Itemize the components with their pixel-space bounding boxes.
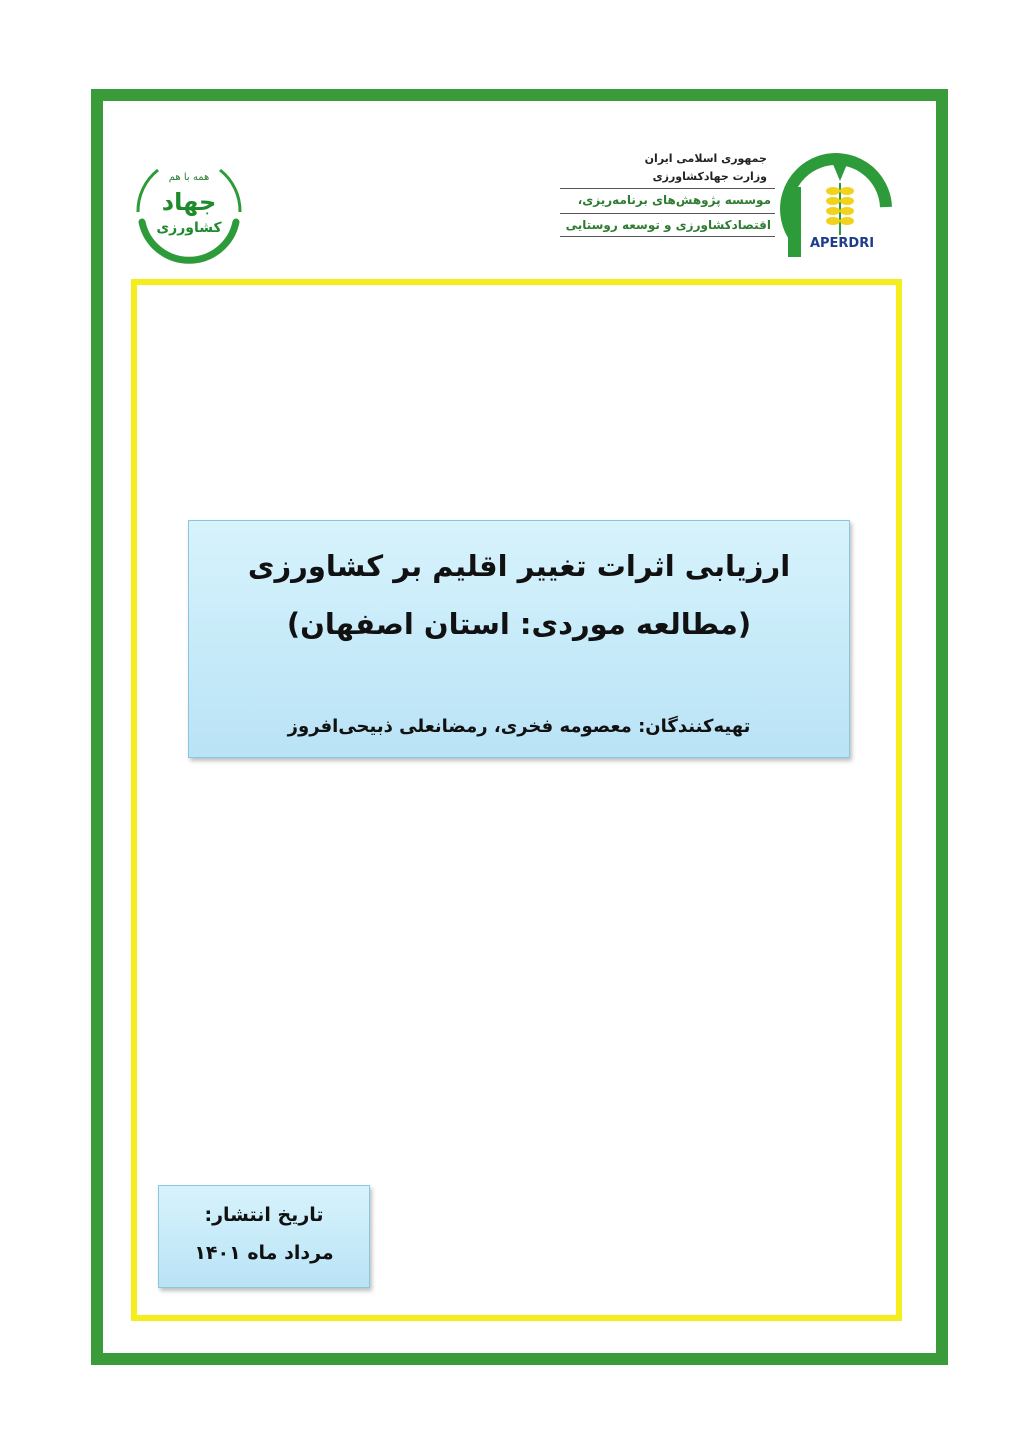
jahad-keshavarzi-logo <box>128 152 250 270</box>
publication-date-label: تاریخ انتشار: <box>204 1204 324 1226</box>
jahad-sub-text: کشاورزی <box>156 220 222 236</box>
jahad-top-text: همه با هم <box>168 172 210 183</box>
report-authors: تهیه‌کنندگان: معصومه فخری، رمضانعلی ذبیحی‌افروز <box>287 716 751 737</box>
report-subtitle: (مطالعه موردی: استان اصفهان) <box>286 607 752 641</box>
publication-date-box <box>158 1185 370 1288</box>
institute-line-2: اقتصادکشاورزی و توسعه روستایی <box>560 213 775 237</box>
title-box <box>188 520 850 758</box>
publication-date-value: مرداد ماه ۱۴۰۱ <box>194 1242 334 1264</box>
aperdri-label: APERDRI <box>809 236 875 251</box>
wheat-icon <box>826 183 854 235</box>
ministry-name: وزارت جهادکشاورزی <box>652 170 767 183</box>
institute-line-1: موسسه پژوهش‌های برنامه‌ریزی، <box>560 188 775 211</box>
report-title: ارزیابی اثرات تغییر اقلیم بر کشاورزی <box>247 549 791 583</box>
jahad-main-text: جهاد <box>161 188 217 216</box>
ministry-institute-block <box>560 150 775 250</box>
inner-yellow-border <box>131 279 902 1321</box>
aperdri-logo <box>778 147 900 257</box>
ministry-country: جمهوری اسلامی ایران <box>644 152 767 165</box>
